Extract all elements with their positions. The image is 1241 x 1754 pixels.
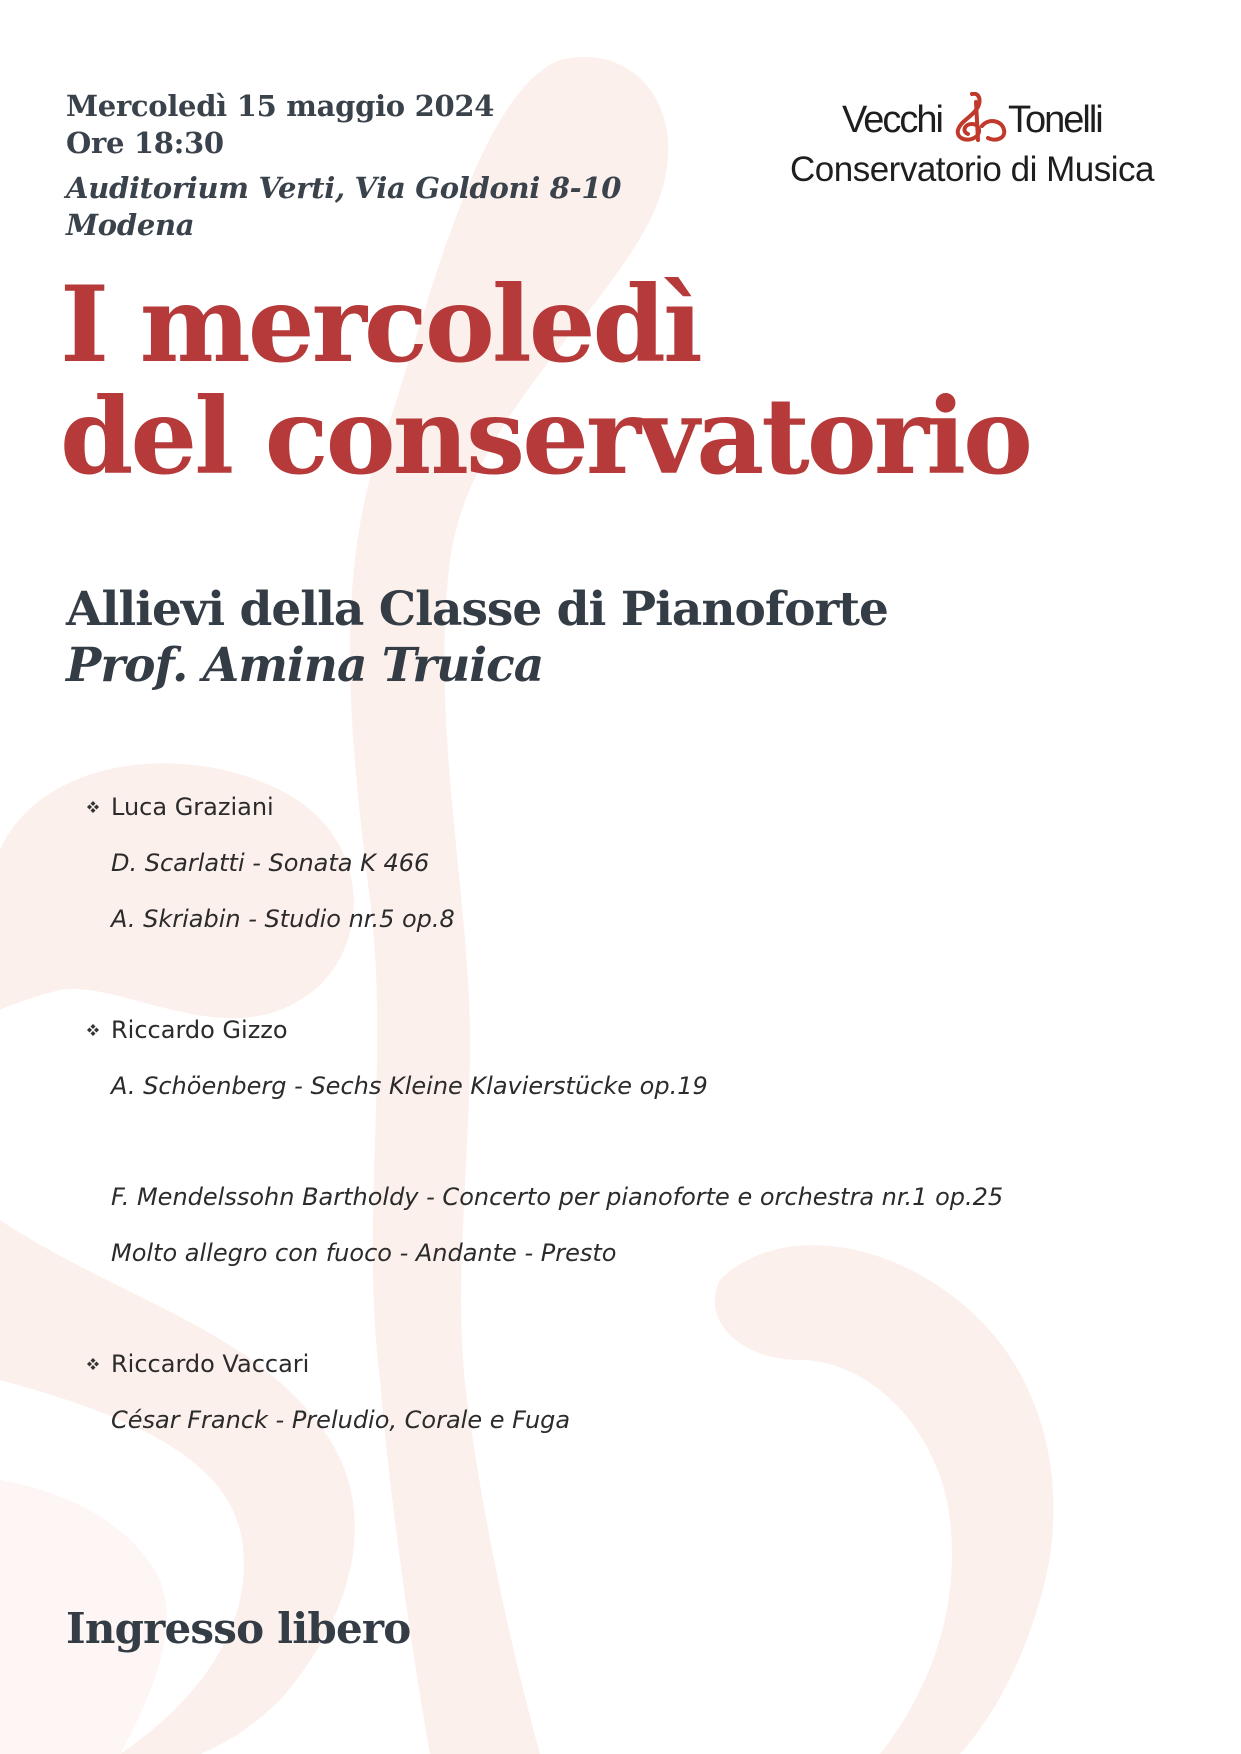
logo-subtitle: Conservatorio di Musica xyxy=(790,150,1154,189)
performer-name-text: Luca Graziani xyxy=(111,793,274,821)
class-name: Allievi della Classe di Pianoforte xyxy=(66,582,888,637)
event-city: Modena xyxy=(66,208,195,242)
diamond-bullet-icon xyxy=(86,1357,100,1371)
piece-title: D. Scarlatti - Sonata K 466 xyxy=(111,849,430,877)
performer-entry xyxy=(86,785,1186,953)
performer-name-text: Riccardo Gizzo xyxy=(111,1016,288,1044)
main-title-line-2: del conservatorio xyxy=(60,374,1031,498)
performer-name xyxy=(86,1342,1186,1398)
conservatory-logo xyxy=(788,64,1176,194)
performer-entry xyxy=(86,1008,1186,1287)
professor-name: Prof. Amina Truica xyxy=(66,638,544,693)
performer-name xyxy=(86,1008,1186,1064)
diamond-bullet-icon xyxy=(86,1023,100,1037)
piece-title: César Franck - Preludio, Corale e Fuga xyxy=(111,1406,571,1434)
event-venue: Auditorium Verti, Via Goldoni 8-10 xyxy=(66,171,622,205)
event-date: Mercoledì 15 maggio 2024 xyxy=(66,89,495,123)
performer-name xyxy=(86,785,1186,841)
performer-entry xyxy=(86,1342,1186,1454)
event-info xyxy=(66,88,621,244)
main-title xyxy=(60,262,1031,498)
logo-brand-right: Tonelli xyxy=(1007,99,1102,141)
piece-movements: Molto allegro con fuoco - Andante - Presto xyxy=(111,1239,617,1267)
logo-brand-left: Vecchi xyxy=(842,99,942,141)
performer-name-text: Riccardo Vaccari xyxy=(111,1350,310,1378)
concert-program xyxy=(86,785,1186,1454)
treble-clef-icon xyxy=(942,92,1008,142)
piece-title: A. Skriabin - Studio nr.5 op.8 xyxy=(111,905,455,933)
main-title-line-1: I mercoledì xyxy=(60,262,700,386)
piece-title: F. Mendelssohn Bartholdy - Concerto per pianoforte e orchestra nr.1 op.25 xyxy=(111,1183,1004,1211)
logo-wordmark xyxy=(842,92,1102,142)
admission-note: Ingresso libero xyxy=(66,1604,411,1653)
piece-title: A. Schöenberg - Sechs Kleine Klavierstücke op.19 xyxy=(111,1072,708,1100)
diamond-bullet-icon xyxy=(86,800,100,814)
class-subtitle xyxy=(66,582,888,694)
event-time: Ore 18:30 xyxy=(66,126,224,160)
